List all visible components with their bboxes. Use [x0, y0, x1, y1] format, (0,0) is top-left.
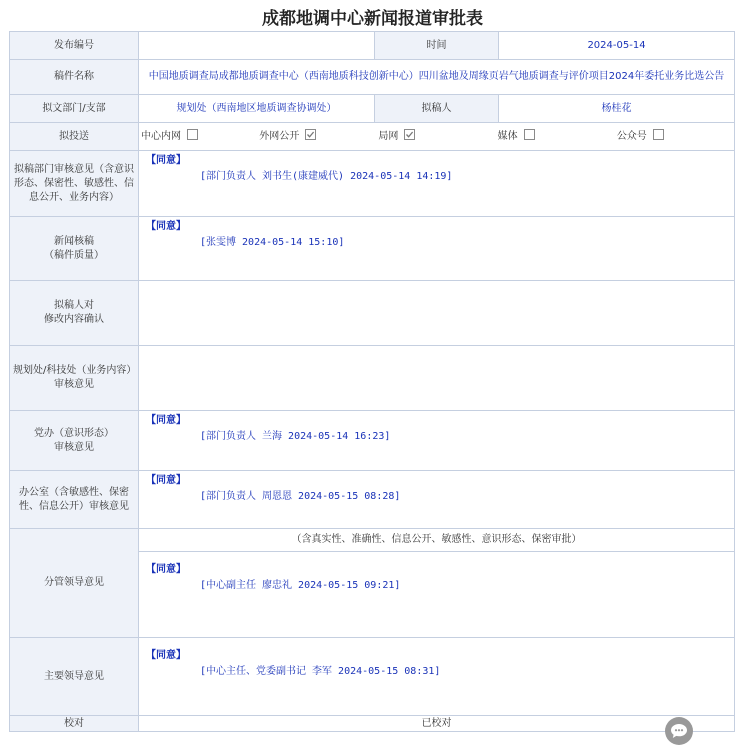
drafter-confirm-label-line2: 修改内容确认 [44, 314, 104, 325]
dept-value[interactable]: 规划处（西南地区地质调查协调处） [139, 95, 375, 123]
row-publish-no [10, 32, 735, 60]
agree-tag: 【同意】 [146, 155, 186, 166]
main-leader-opinion [139, 638, 735, 716]
planning-opinion[interactable] [139, 346, 735, 411]
agree-tag: 【同意】 [146, 564, 186, 575]
planning-label [10, 346, 139, 411]
row-dept-review [10, 151, 735, 217]
dept-label: 拟文部门/支部 [10, 95, 139, 123]
row-office [10, 471, 735, 529]
dept-review-opinion [139, 151, 735, 217]
signature: [张雯博 2024-05-14 15:10] [200, 237, 345, 248]
news-check-opinion [139, 217, 735, 281]
row-dept [10, 95, 735, 123]
row-send [10, 123, 735, 151]
leader-note: （含真实性、准确性、信息公开、敏感性、意识形态、保密审批） [139, 529, 735, 552]
drafter-confirm-label-line1: 拟稿人对 [54, 300, 94, 311]
publish-no-value[interactable] [139, 32, 375, 60]
media-checkbox[interactable] [524, 129, 535, 140]
draft-name-label: 稿件名称 [10, 60, 139, 95]
agree-tag: 【同意】 [146, 475, 186, 486]
leader-label: 分管领导意见 [10, 529, 139, 638]
send-option-label: 外网公开 [259, 131, 300, 142]
main-leader-label: 主要领导意见 [10, 638, 139, 716]
intranet-checkbox[interactable] [187, 129, 198, 140]
send-option-label: 中心内网 [141, 131, 181, 142]
drafter-confirm-label [10, 281, 139, 346]
row-party [10, 411, 735, 471]
send-label: 拟投送 [10, 123, 139, 151]
proof-value[interactable]: 已校对 [139, 716, 735, 732]
party-label-line2: 审核意见 [54, 441, 94, 453]
bureau-checkbox[interactable] [404, 129, 415, 140]
draft-name-value[interactable]: 中国地质调查局成都地质调查中心（西南地质科技创新中心）四川盆地及周缘页岩气地质调查与评价项目2024年委托业务比选公告 [139, 60, 735, 95]
row-news-check [10, 217, 735, 281]
chat-bubble-glyph [670, 723, 688, 739]
checkmark-icon [405, 130, 414, 139]
news-check-label-line2: （稿件质量） [44, 249, 104, 261]
proof-label: 校对 [10, 716, 139, 732]
drafter-label: 拟稿人 [375, 95, 499, 123]
send-option-label: 公众号 [616, 131, 647, 142]
row-leader-note [10, 529, 735, 552]
send-option-intranet [139, 129, 257, 144]
send-option-external [257, 129, 376, 144]
publish-no-label: 发布编号 [10, 32, 139, 60]
row-main-leader [10, 638, 735, 716]
approval-form-table [9, 31, 735, 732]
page-title: 成都地调中心新闻报道审批表 [262, 9, 483, 29]
time-value[interactable]: 2024-05-14 [499, 32, 735, 60]
signature: [中心副主任 廖忠礼 2024-05-15 09:21] [200, 580, 401, 591]
row-proof [10, 716, 735, 732]
dept-review-label: 拟稿部门审核意见（含意识形态、保密性、敏感性、信息公开、业务内容） [10, 151, 139, 217]
row-drafter-confirm [10, 281, 735, 346]
chat-bubble-icon[interactable] [665, 717, 693, 745]
send-option-bureau [376, 129, 495, 144]
agree-tag: 【同意】 [146, 221, 186, 232]
planning-label-line1: 规划处/科技处（业务内容） [13, 365, 137, 376]
signature: [部门负责人 兰海 2024-05-14 16:23] [200, 431, 391, 442]
agree-tag: 【同意】 [146, 650, 186, 661]
signature: [部门负责人 周恩恩 2024-05-15 08:28] [200, 491, 401, 502]
signature: [部门负责人 刘书生(康建威代) 2024-05-14 14:19] [200, 171, 453, 182]
wechat-checkbox[interactable] [653, 129, 664, 140]
news-check-label [10, 217, 139, 281]
news-check-label-line1: 新闻核稿 [54, 235, 94, 247]
external-checkbox[interactable] [305, 129, 316, 140]
agree-tag: 【同意】 [146, 415, 186, 426]
party-label-line1: 党办（意识形态） [34, 427, 114, 439]
send-option-label: 媒体 [497, 131, 518, 142]
drafter-confirm-opinion[interactable] [139, 281, 735, 346]
leader-opinion [139, 552, 735, 638]
office-label: 办公室（含敏感性、保密性、信息公开）审核意见 [10, 471, 139, 529]
checkmark-icon [306, 130, 315, 139]
time-label: 时间 [375, 32, 499, 60]
planning-label-line2: 审核意见 [54, 379, 94, 390]
party-label [10, 411, 139, 471]
send-option-media [496, 129, 615, 144]
office-opinion [139, 471, 735, 529]
party-opinion [139, 411, 735, 471]
drafter-value[interactable]: 杨桂花 [499, 95, 735, 123]
send-option-wechat [615, 129, 734, 144]
send-option-label: 局网 [378, 131, 399, 142]
row-draft-name [10, 60, 735, 95]
send-options [139, 123, 735, 151]
row-planning [10, 346, 735, 411]
signature: [中心主任、党委副书记 李军 2024-05-15 08:31] [200, 666, 441, 677]
